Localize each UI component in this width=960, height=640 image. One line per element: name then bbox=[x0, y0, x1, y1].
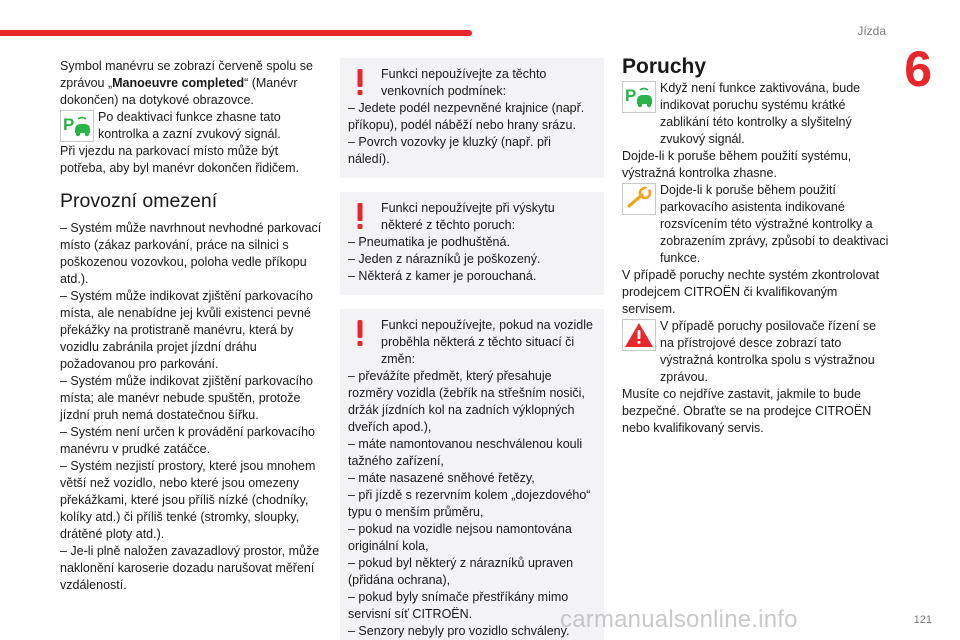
warning-triangle-icon bbox=[622, 319, 656, 351]
limit-item: – Systém není určen k provádění parkovacího manévru v prudké zatáčce. bbox=[60, 425, 316, 456]
park-assist-green-icon bbox=[622, 81, 656, 113]
warning-item: – pokud na vozidle nejsou namontována originální kola, bbox=[348, 522, 572, 553]
warning-item: – při jízdě s rezervním kolem „dojezdového“ typu o menším průměru, bbox=[348, 488, 591, 519]
exclamation-icon bbox=[348, 200, 372, 232]
fault-paragraph: Dojde-li k poruše během použití systému, výstražná kontrolka zhasne. bbox=[622, 149, 852, 180]
warning-heading: Funkci nepoužívejte při výskytu některé z těchto poruch: bbox=[381, 201, 555, 232]
top-accent-bar bbox=[0, 30, 472, 36]
warning-item: – Senzory nebyly pro vozidlo schváleny. bbox=[348, 624, 570, 638]
exclamation-icon bbox=[348, 317, 372, 349]
warning-box bbox=[340, 309, 604, 640]
fault-paragraph: V případě poruchy nechte systém zkontrolovat prodejcem CITROËN či kvalifikovaným servisem. bbox=[622, 268, 880, 316]
intro-paragraph: Symbol manévru se zobrazí červeně spolu se zprávou „Manoeuvre completed“ (Manévr dokončen) na dotykové obrazovce. bbox=[60, 59, 313, 107]
warning-item: – máte nasazené sněhové řetězy, bbox=[348, 471, 535, 485]
warning-box bbox=[340, 58, 604, 178]
svg-text:P: P bbox=[63, 115, 75, 134]
warning-triangle-row bbox=[622, 318, 890, 386]
wrench-icon bbox=[622, 183, 656, 215]
warning-item: – Pneumatika je podhuštěná. bbox=[348, 235, 510, 249]
park-assist-green-icon bbox=[60, 110, 94, 142]
exclamation-icon bbox=[348, 66, 372, 98]
warning-item: – Jedete podél nezpevněné krajnice (např. příkopu), podél náběží nebo hrany srázu. bbox=[348, 101, 585, 132]
warning-item: – Jeden z nárazníků je poškozený. bbox=[348, 252, 541, 266]
warning-heading: Funkci nepoužívejte za těchto venkovních podmínek: bbox=[381, 67, 547, 98]
park-assist-fault-row bbox=[622, 80, 890, 148]
limit-item: – Systém může indikovat zjištění parkovacího místa; ale manévr nebude spuštěn, protože jízdní pruh nemá dostatečnou šířku. bbox=[60, 374, 313, 422]
warning-item: – převážíte předmět, který přesahuje rozměry vozidla (žebřík na střešním nosiči, držák jízdních kol na zadních výklopných dveřích apod.), bbox=[348, 369, 585, 434]
column-3 bbox=[622, 55, 890, 437]
limit-item: – Systém může indikovat zjištění parkovacího místa, ale nenabídne jej kvůli existenci pevné překážky na protistraně manévru, která by vozidlu zabránila projet jízdní dráhu požadovanou pro parkování. bbox=[60, 289, 313, 371]
warning-item: – Některá z kamer je porouchaná. bbox=[348, 269, 537, 283]
icon-description: Po deaktivaci funkce zhasne tato kontrolka a zazní zvukový signál. bbox=[98, 110, 281, 141]
limit-item: – Je-li plně naložen zavazadlový prostor, může naklonění karoserie dozadu narušovat měření vzdáleností. bbox=[60, 544, 320, 592]
fault-paragraph: Musíte co nejdříve zastavit, jakmile to bude bezpečné. Obraťte se na prodejce CITROËN nebo kvalifikovaný servis. bbox=[622, 387, 872, 435]
warning-item: – máte namontovanou neschválenou kouli tažného zařízení, bbox=[348, 437, 583, 468]
column-2 bbox=[340, 58, 604, 640]
after-icon-paragraph: Při vjezdu na parkovací místo může být potřeba, aby byl manévr dokončen řidičem. bbox=[60, 144, 300, 175]
service-icon-row bbox=[622, 182, 890, 267]
section-heading-limits: Provozní omezení bbox=[60, 190, 218, 212]
manoeuvre-completed-label: Manoeuvre completed bbox=[112, 76, 245, 90]
fault-paragraph: Když není funkce zaktivována, bude indikovat poruchu systému krátké zablikání této kontrolky a slyšitelný zvukový signál. bbox=[660, 81, 861, 146]
warning-box bbox=[340, 192, 604, 295]
page-number: 121 bbox=[913, 614, 932, 626]
warning-item: – Povrch vozovky je kluzký (např. při náledí). bbox=[348, 135, 551, 166]
fault-paragraph: Dojde-li k poruše během použití parkovacího asistenta indikované rozsvícením této výstražné kontrolky a zobrazením zprávy, způsobí to deaktivaci funkce. bbox=[660, 183, 889, 265]
warning-item: – pokud byly snímače přestříkány mimo servisní síť CITROËN. bbox=[348, 590, 569, 621]
warning-item: – pokud byl některý z nárazníků upraven (přidána ochrana), bbox=[348, 556, 574, 587]
warning-heading: Funkci nepoužívejte, pokud na vozidle proběhla některá z těchto situací či změn: bbox=[381, 318, 593, 366]
fault-paragraph: V případě poruchy posilovače řízení se na přístrojové desce zobrazí tato výstražná kontrolka spolu s výstražnou zprávou. bbox=[660, 319, 877, 384]
limit-item: – Systém může navrhnout nevhodné parkovací místo (zákaz parkování, práce na silnici s poškozenou vozovkou, poloha vedle příkopu atd.). bbox=[60, 221, 322, 286]
svg-text:P: P bbox=[625, 86, 637, 105]
column-1 bbox=[60, 58, 322, 594]
limit-item: – Systém nezjistí prostory, které jsou mnohem větší než vozidlo, nebo které jsou omezeny překážkami, které jsou příliš nízké (chodníky, kolíky atd.) či příliš tenké (stromky, sloupky, drátěné ploty atd.). bbox=[60, 459, 316, 541]
park-assist-icon-row bbox=[60, 109, 322, 143]
chapter-number: 6 bbox=[904, 41, 932, 97]
section-heading-faults: Poruchy bbox=[622, 55, 707, 78]
section-label: Jízda bbox=[857, 24, 886, 38]
watermark: carmanualsonline.info bbox=[560, 606, 798, 633]
